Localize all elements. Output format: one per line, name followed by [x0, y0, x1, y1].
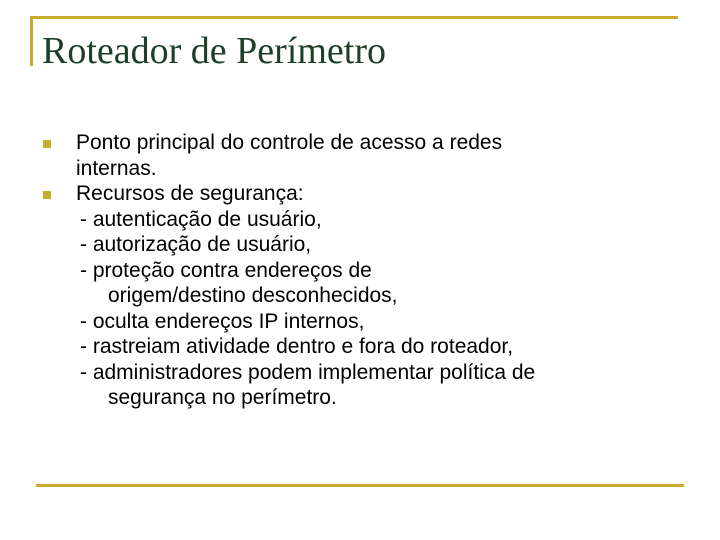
sub-item-continuation-line: segurança no perímetro. — [108, 386, 337, 409]
bullet-list — [42, 130, 682, 411]
frame-bottom-rule — [36, 484, 684, 487]
sub-item-continuation-line: origem/destino desconhecidos, — [108, 284, 398, 307]
sub-item-line: - administradores podem implementar política de — [80, 360, 536, 384]
bullet-line: Ponto principal do controle de acesso a redes — [76, 131, 503, 154]
sub-item-line: - oculta endereços IP internos, — [80, 309, 365, 333]
square-bullet-icon — [43, 191, 51, 199]
slide-title: Roteador de Perímetro — [42, 30, 387, 72]
frame-top-rule — [30, 16, 678, 19]
bullet-line: Recursos de segurança: — [76, 182, 304, 205]
square-bullet-icon — [43, 140, 51, 148]
sub-item-line: - proteção contra endereços de — [80, 258, 372, 282]
sub-item-line: - rastreiam atividade dentro e fora do roteador, — [80, 335, 514, 358]
bullet-line: internas. — [76, 156, 157, 180]
sub-item-line: - autorização de usuário, — [80, 233, 312, 256]
bullet-item-access-control — [42, 130, 682, 181]
bullet-item-security-features — [42, 181, 682, 411]
sub-item-line: - autenticação de usuário, — [80, 207, 322, 231]
frame-left-rule — [30, 16, 33, 66]
